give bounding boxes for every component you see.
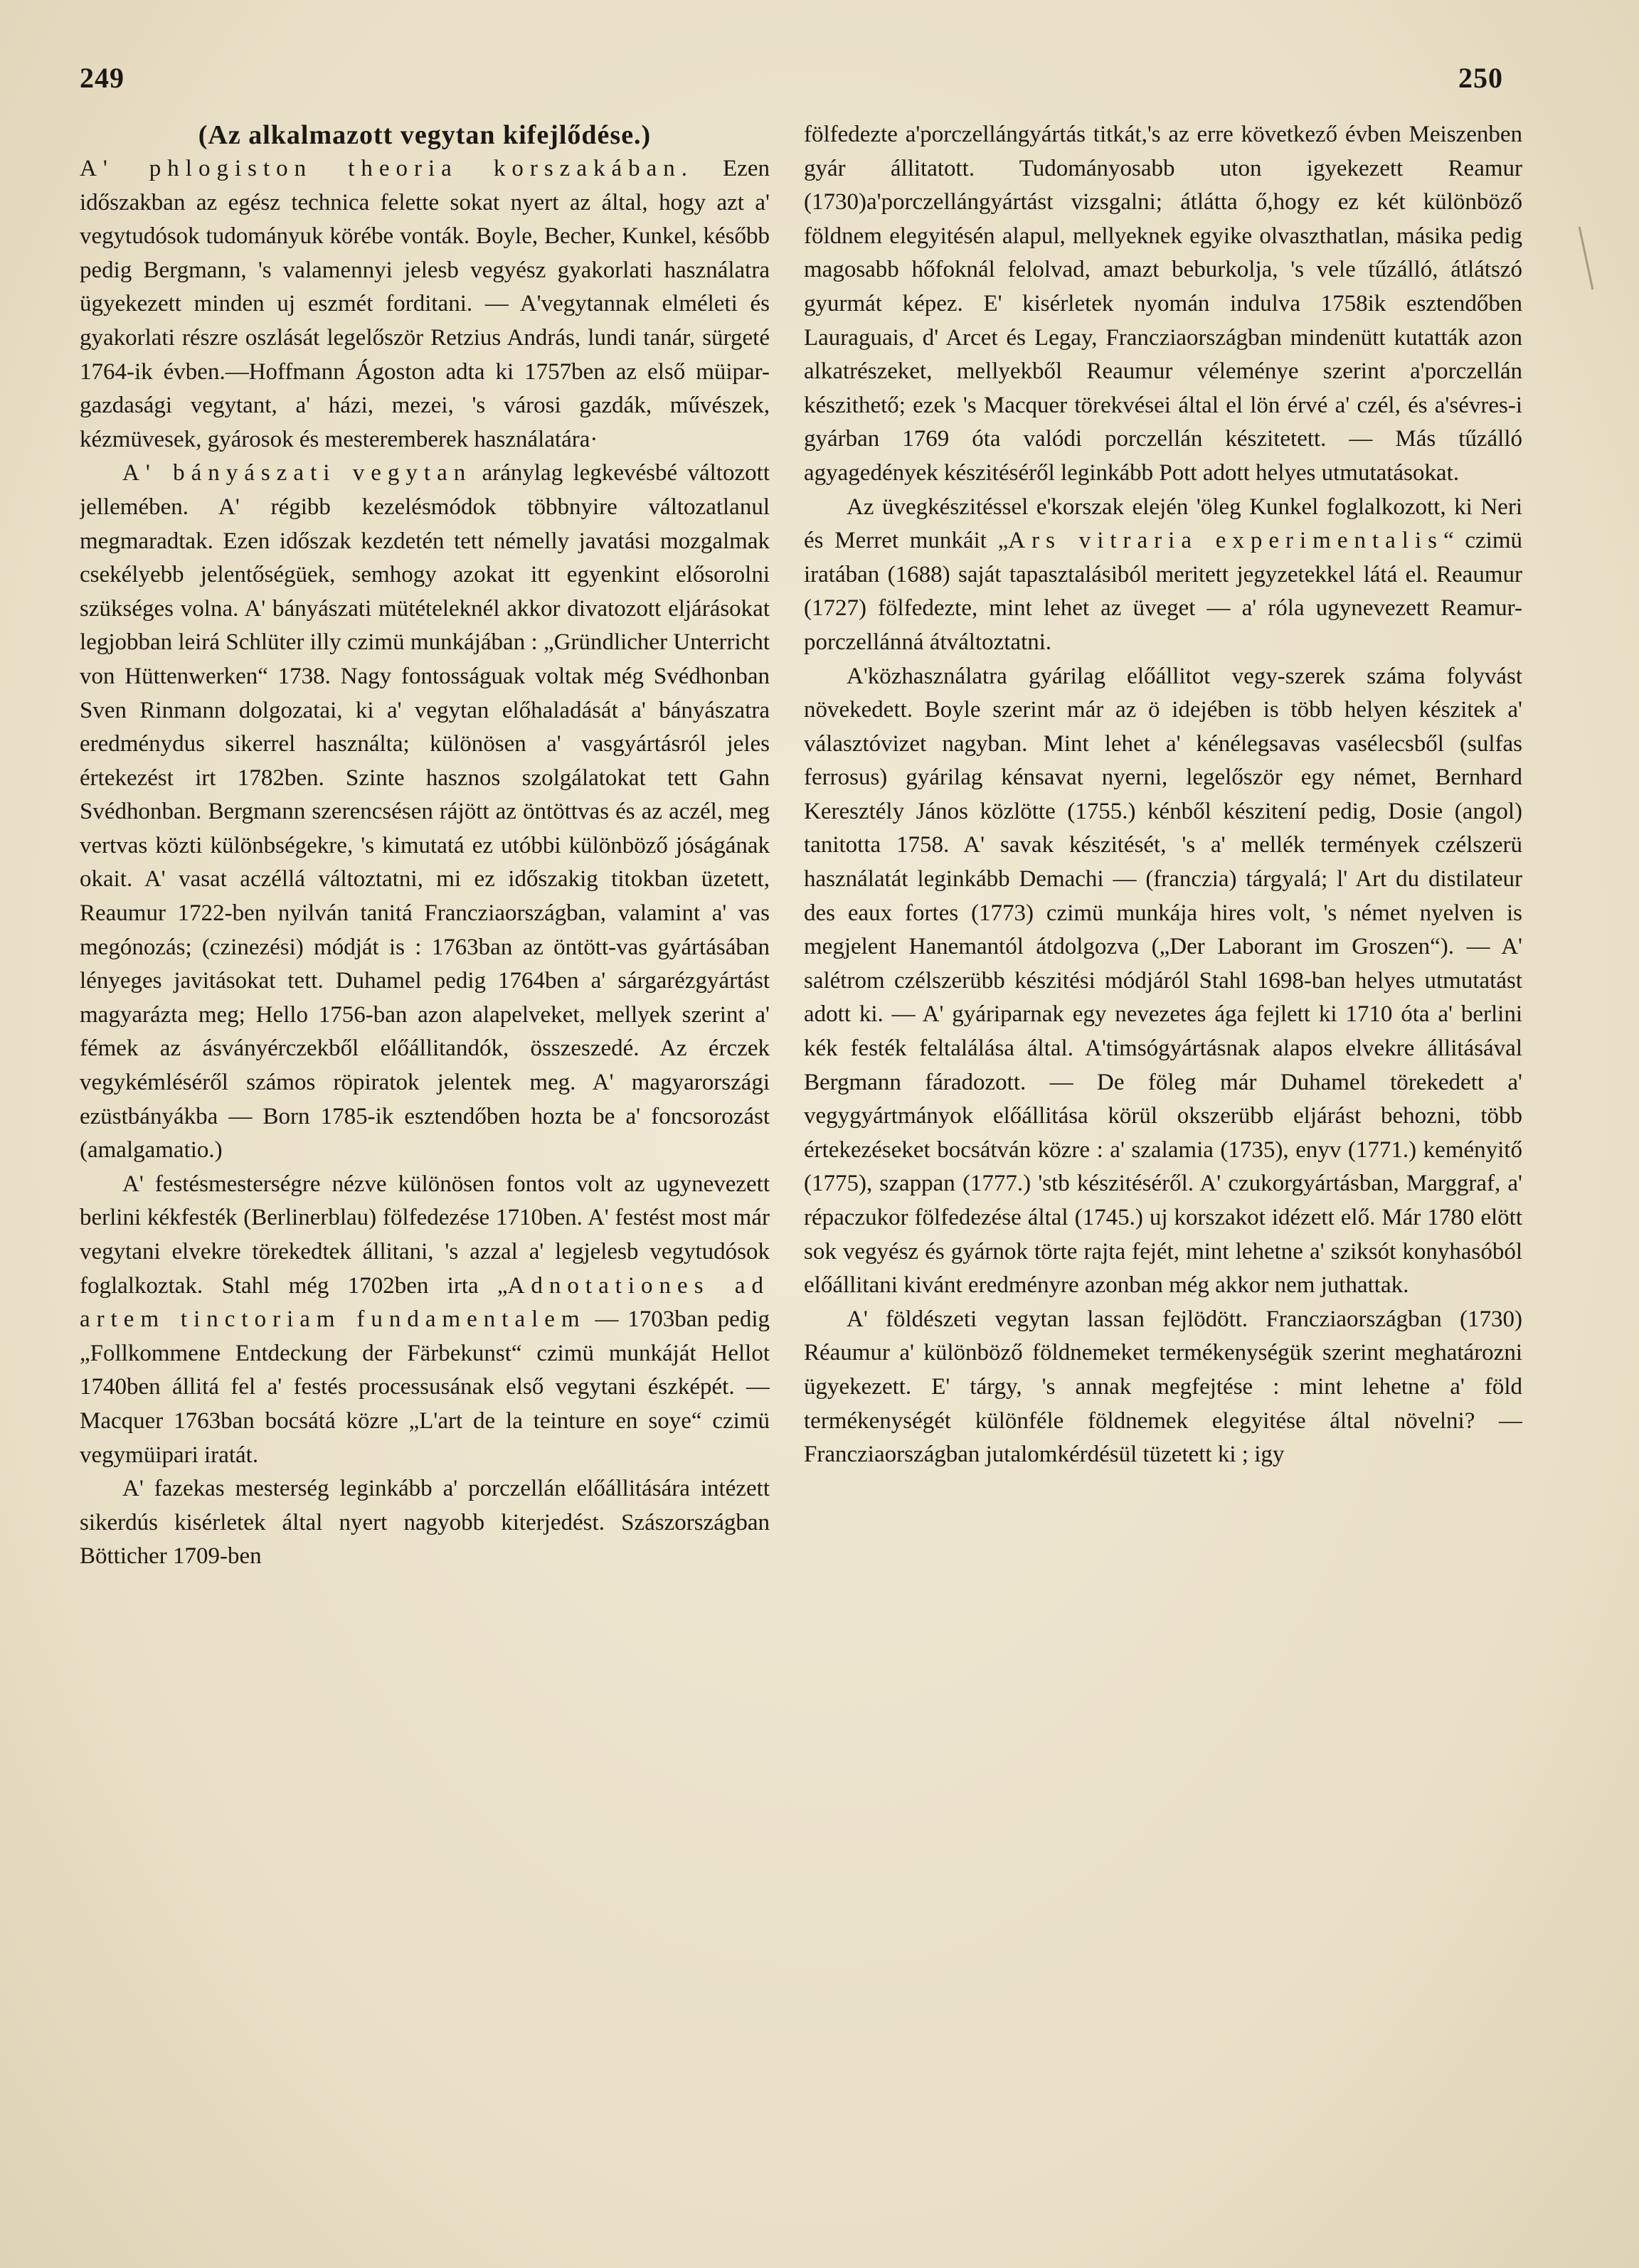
paragraph-glass: [804, 491, 1522, 660]
right-column: [804, 118, 1522, 2223]
spaced-phrase: A' phlogiston theoria korszakában.: [80, 156, 694, 181]
paragraph-text: A' festésmesterségre nézve különösen fontos volt az ugynevezett berlini kékfesték (Berlinerblau) fölfedezése 1710ben. A' festést most már vegytani elvekre törekedtek állitani, 's azzal a' legjelesb vegytudósok foglalkoztak. Stahl még 1702ben irta „: [80, 1171, 770, 1299]
paragraph-phlogiston: [80, 152, 770, 457]
left-column: [80, 118, 770, 2223]
paragraph-mining: [80, 457, 770, 1167]
paragraph-text: aránylag legkevésbé változott jellemében. A' régibb kezelésmódok többnyire változatlanul megmaradtak. Ezen időszak kezdetén tett némelly javatási mozgalmak csekélyebb jelentőségüek, semhogy azokat itt egyenkint elősorolni szükséges volna. A' bányászati mütételeknél akkor divatozott eljárásokat legjobban leirá Schlüter illy czimü munkájában : „Gründlicher Unterricht von Hüttenwerken“ 1738. Nagy fontosságuak voltak még Svédhonban Sven Rinmann dolgozatai, ki a' vegytan előhaladását a' bányászatra eredménydus sikerrel használta; különösen a' vasgyártásról jeles értekezést irt 1782ben. Szinte hasznos szolgálatokat tett Gahn Svédhonban. Bergmann szerencsésen rájött az öntöttvas és az aczél, meg vertvas közti különbségekre, 's kimutatá ez utóbbi különböző jóságának okait. A' vasat aczéllá változtatni, mi ez időszakig titokban üzetett, Reaumur 1722-ben nyilván tanitá Francziaországban, valamint a' vas megónozás; (czinezési) módját is : 1763ban az öntött-vas gyártásában lényeges javitásokat tett. Duhamel pedig 1764ben a' sárgarézgyártást magyarázta meg; Hello 1756-ban azon alapelveket, mellyek szerint a' fémek az ásványérczekből előállitandók, összeszedé. Az érczek vegykémléséről számos röpiratok jelentek meg. A' magyarországi ezüstbányákba — Born 1785-ik esztendőben hozta be a' foncsorozást (amalgamatio.): [80, 460, 770, 1164]
paragraph-text: “ czimü iratában (1688) saját tapasztalásiból meritett jegyzetekkel látá el. Reaumur (1727) fölfedezte, mint lehet az üveget — a' róla ugynevezett Reamur-porczellánná átváltoztatni.: [804, 528, 1522, 655]
paragraph-agriculture: A' földészeti vegytan lassan fejlödött. Francziaországban (1730) Réaumur a' különböző földnemeket termékenységük szerint meghatározni ügyekezett. E' tárgy, 's annak megfejtése : mint lehetne a' föld termékenységét különféle földnemek elegyitése által növelni? — Francziaországban jutalomkérdésül tüzetett ki ; igy: [804, 1306, 1522, 1468]
page-number-left: 249: [80, 62, 124, 94]
spaced-phrase: Adnotationes ad artem tinctoriam fundamentalem: [80, 1272, 770, 1333]
paragraph-text: — 1703ban pedig „Follkommene Entdeckung der Färbekunst“ czimü munkáját Hellot 1740ben állitá fel a' festés processusának első vegytani észképét. — Macquer 1763ban bocsátá közre „L'art de la teinture en soye“ czimü vegymüipari iratát.: [80, 1306, 770, 1468]
paragraph-dyeing: [80, 1168, 770, 1472]
spaced-phrase: A' bányászati vegytan: [122, 460, 472, 486]
paragraph-text: Az üvegkészitéssel e'korszak elején 'öleg Kunkel foglalkozott, ki Neri és Merret munkáit „: [804, 494, 1522, 554]
margin-pencil-mark: [1579, 227, 1594, 290]
paragraph-chemicals: A'közhasználatra gyárilag előállitot vegy-szerek száma folyvást növekedett. Boyle szerint már az ö idejében is több helyen készitek a' választóvizet nagyban. Mint lehet a' kénélegsavas vasélecsből (sulfas ferrosus) gyárilag kénsavat nyerni, legelőször egy német, Bernhard Keresztély János közlötte (1755.) kénből készitení pedig, Dosie (angol) tanitotta 1758. A' savak készitését, 's a' mellék termények czélszerü használatát leginkább Demachi — (franczia) tárgyalá; l' Art du distilateur des eaux fortes (1773) czimü munkája hires volt, 's német nyelven is megjelent Hanemantól átdolgozva („Der Laborant im Groszen“). — A' salétrom czélszerübb készitési módjáról Stahl 1698-ban helyes utmutatást adott ki. — A' gyáriparnak egy nevezetes ága fejlett ki 1710 óta a' berlini kék festék feltalálása által. A'timsógyártásnak alapos elvekre állitásával Bergmann fáradozott. — De föleg már Duhamel törekedett a' vegygyártmányok előállitása körül okszerübb eljárást behozni, több értekezéseket bocsátván közre : a' szalamia (1735), enyv (1771.) keményitő (1775), szappan (1777.) 'stb készitéséről. A' czukorgyártásban, Marggraf, a' répaczukor fölfedezése által (1745.) uj korszakot idézett elő. Már 1780 elött sok vegyész és gyárnok törte rajta fejét, mint lehetne a' sziksót konyhasóból előállitani kivánt eredményre azonban még akkor nem juthattak.: [804, 663, 1522, 1299]
section-heading: (Az alkalmazott vegytan kifejlődése.): [198, 120, 652, 150]
spaced-phrase: Ars vitraria experimentalis: [1008, 528, 1443, 554]
paragraph-text: Ezen időszakban az egész technica felette sokat nyert az által, hogy azt a' vegytudósok tudományuk körébe vonták. Boyle, Becher, Kunkel, később pedig Bergmann, 's valamennyi jelesb vegyész gyakorlati használatra ügyekezett minden uj eszmét forditani. — A'vegytannak elméleti és gyakorlati részre oszlását legelőször Retzius András, lundi tanár, sürgeté 1764-ik évben.—Hoffmann Ágoston adta ki 1757ben az első müipar-gazdasági vegytant, a' házi, mezei, 's városi gazdák, művészek, kézmüvesek, gyárosok és mesteremberek használatára·: [80, 156, 770, 452]
page-number-right: 250: [1458, 62, 1503, 94]
paragraph-pottery: A' fazekas mesterség leginkább a' porczellán előállitására intézett sikerdús kisérletek által nyert nagyobb kiterjedést. Szászországban Bötticher 1709-ben: [80, 1476, 770, 1570]
paragraph-porcelain: fölfedezte a'porczellángyártás titkát,'s az erre következő évben Meiszenben gyár állitatott. Tudományosabb uton igyekezett Reamur (1730)a'porczellángyártást vizsgalni; átlátta ő,hogy ez két különböző földnem elegyitésén alapul, mellyeknek egyike olvaszthatlan, másika pedig magosabb hőfoknál felolvad, amazt beburkolja, 's vele tűzálló, átlátszó gyurmát képez. E' kisérletek nyomán indulva 1758ik esztendőben Lauraguais, d' Arcet és Legay, Francziaországban mindenütt kutatták azon alkatrészeket, mellyekből Reaumur véleménye szerint a'porczellán készithető; ezek 's Macquer törekvései által el lön érvé a' czél, és a'sévres-i gyárban 1769 óta valódi porczellán készitetett. — Más tűzálló agyagedények készitéséről leginkább Pott adott helyes utmutatásokat.: [804, 122, 1522, 486]
